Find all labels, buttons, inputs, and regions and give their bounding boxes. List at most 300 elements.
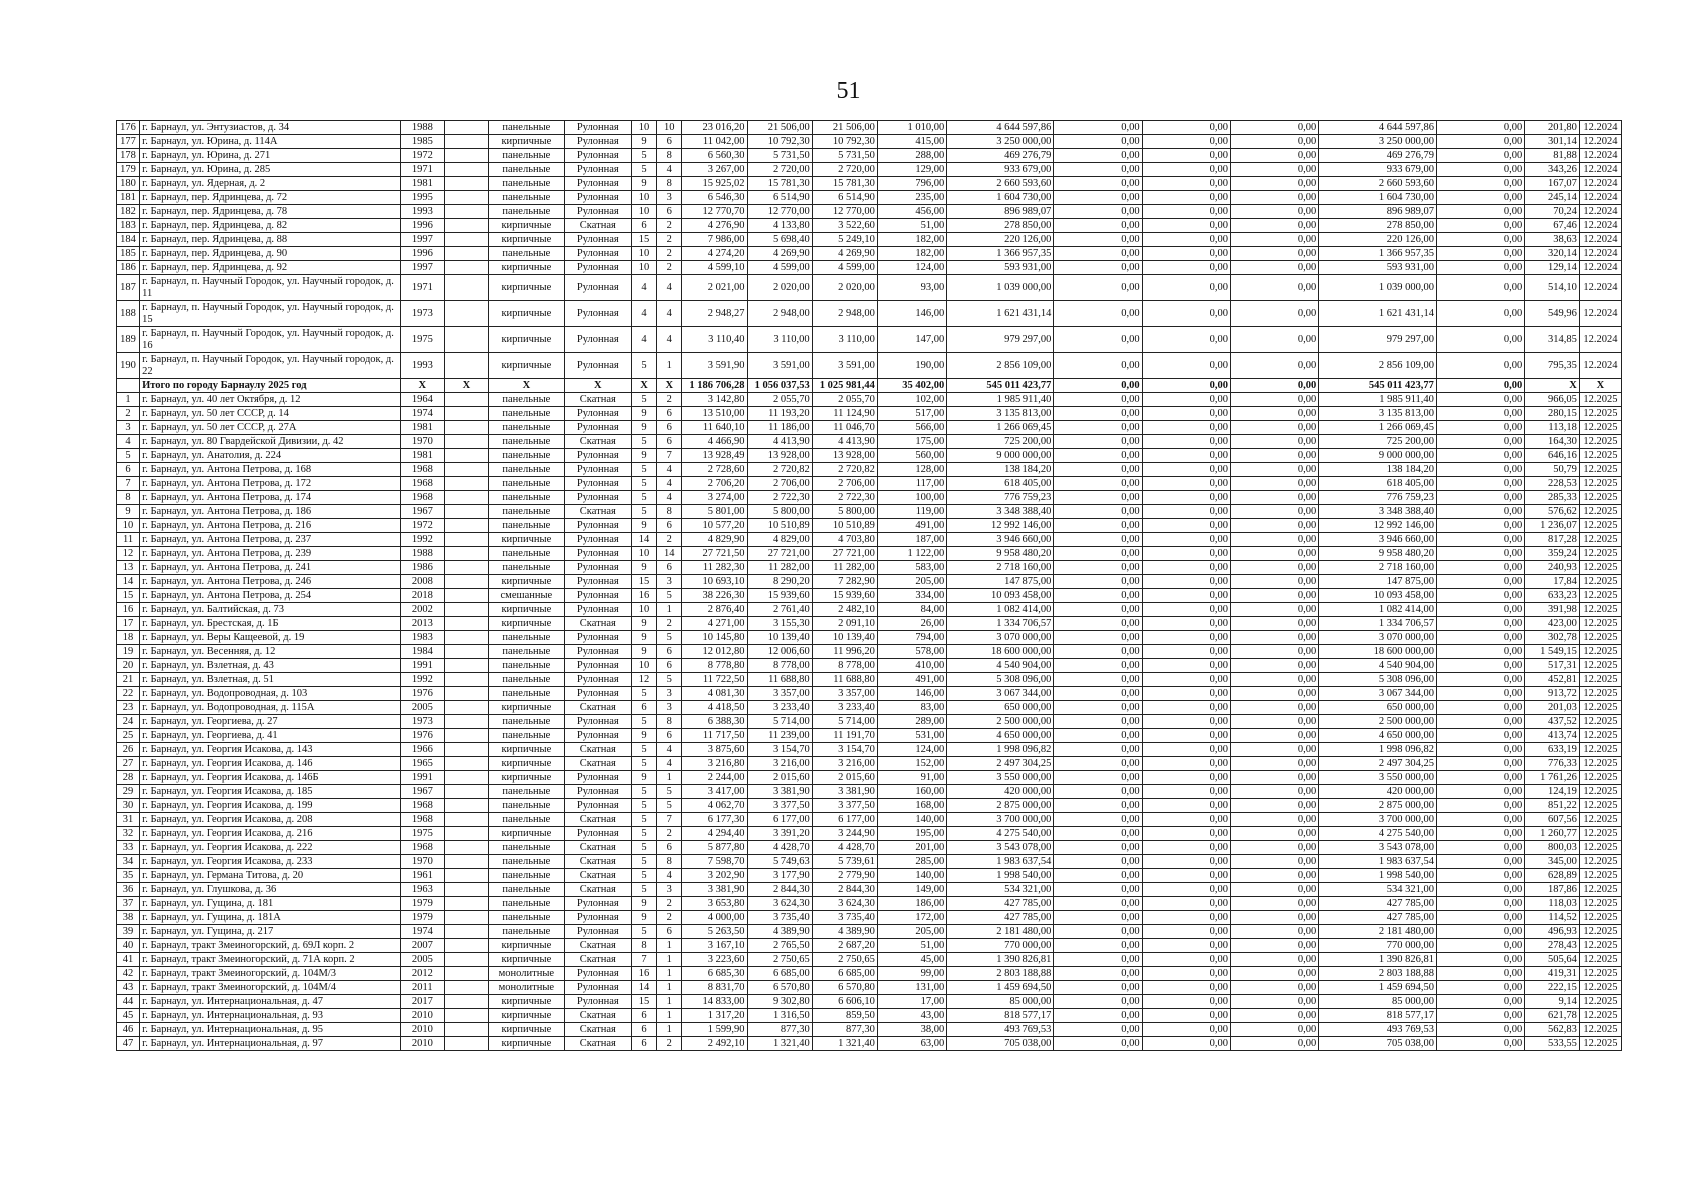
table-cell: 1 260,77 <box>1525 827 1580 841</box>
table-row <box>117 219 1622 233</box>
table-cell: 2 660 593,60 <box>947 177 1054 191</box>
table-cell: 2 <box>657 1037 682 1051</box>
table-cell: 21 506,00 <box>812 121 877 135</box>
table-cell: 12.2025 <box>1579 771 1621 785</box>
table-row <box>117 477 1622 491</box>
table-cell: 12.2025 <box>1579 967 1621 981</box>
table-cell: 633,19 <box>1525 743 1580 757</box>
table-cell: 12.2025 <box>1579 603 1621 617</box>
table-cell: 1981 <box>400 449 444 463</box>
table-cell: 190,00 <box>877 353 946 379</box>
table-cell: 2 <box>657 897 682 911</box>
table-cell: 6 685,00 <box>747 967 812 981</box>
table-cell: 1993 <box>400 205 444 219</box>
table-cell: 0,00 <box>1230 219 1318 233</box>
table-cell: 0,00 <box>1054 261 1142 275</box>
table-cell: 979 297,00 <box>1319 327 1437 353</box>
table-cell: 113,18 <box>1525 421 1580 435</box>
table-cell: 190 <box>117 353 140 379</box>
table-cell <box>444 673 488 687</box>
table-cell: 5 <box>631 869 656 883</box>
table-cell: 205,00 <box>877 925 946 939</box>
table-cell: г. Барнаул, ул. Антона Петрова, д. 216 <box>140 519 401 533</box>
table-cell: 0,00 <box>1142 233 1230 247</box>
table-cell: 140,00 <box>877 813 946 827</box>
table-row <box>117 275 1622 301</box>
table-cell: 12.2024 <box>1579 261 1621 275</box>
table-cell: 12.2025 <box>1579 757 1621 771</box>
table-cell: кирпичные <box>489 701 565 715</box>
table-cell <box>444 547 488 561</box>
table-cell: 12.2025 <box>1579 981 1621 995</box>
table-cell: X <box>400 379 444 393</box>
table-cell: 0,00 <box>1054 163 1142 177</box>
table-cell: Рулонная <box>564 785 631 799</box>
table-cell: кирпичные <box>489 135 565 149</box>
table-cell: 4 081,30 <box>682 687 747 701</box>
table-cell: 4 418,50 <box>682 701 747 715</box>
table-cell <box>444 575 488 589</box>
table-cell: X <box>657 379 682 393</box>
table-cell: 314,85 <box>1525 327 1580 353</box>
table-cell: г. Барнаул, тракт Змеиногорский, д. 71А корп. 2 <box>140 953 401 967</box>
table-cell: 3 167,10 <box>682 939 747 953</box>
table-cell: 0,00 <box>1054 353 1142 379</box>
table-cell: Рулонная <box>564 275 631 301</box>
table-row <box>117 981 1622 995</box>
table-cell: 13 928,00 <box>747 449 812 463</box>
table-cell: 91,00 <box>877 771 946 785</box>
table-cell: 0,00 <box>1436 353 1524 379</box>
table-cell: кирпичные <box>489 743 565 757</box>
table-cell: 1 998 096,82 <box>1319 743 1437 757</box>
table-cell: 1991 <box>400 659 444 673</box>
table-cell: 0,00 <box>1054 841 1142 855</box>
table-cell: Скатная <box>564 1023 631 1037</box>
table-cell: 1973 <box>400 301 444 327</box>
table-cell: 12.2025 <box>1579 1023 1621 1037</box>
table-cell: 0,00 <box>1142 1037 1230 1051</box>
table-cell: Рулонная <box>564 729 631 743</box>
table-cell: Рулонная <box>564 995 631 1009</box>
table-cell: панельные <box>489 729 565 743</box>
table-cell: 0,00 <box>1436 757 1524 771</box>
table-cell: 11 722,50 <box>682 673 747 687</box>
table-cell <box>444 1009 488 1023</box>
table-cell: 0,00 <box>1230 327 1318 353</box>
table-cell: 9 302,80 <box>747 995 812 1009</box>
table-cell: 2 718 160,00 <box>1319 561 1437 575</box>
table-cell: 0,00 <box>1230 463 1318 477</box>
table-cell: 0,00 <box>1054 477 1142 491</box>
table-cell: 0,00 <box>1054 379 1142 393</box>
table-cell: 2 779,90 <box>812 869 877 883</box>
table-cell: 3 <box>657 191 682 205</box>
table-cell: 517,00 <box>877 407 946 421</box>
table-cell: 10 693,10 <box>682 575 747 589</box>
table-cell: кирпичные <box>489 1009 565 1023</box>
table-cell: 6 <box>657 135 682 149</box>
table-cell: г. Барнаул, ул. Гущина, д. 217 <box>140 925 401 939</box>
table-cell: 10 <box>657 121 682 135</box>
table-cell: 1 039 000,00 <box>947 275 1054 301</box>
table-cell: Рулонная <box>564 575 631 589</box>
table-cell: Скатная <box>564 869 631 883</box>
table-cell: 0,00 <box>1054 327 1142 353</box>
table-cell: 5 <box>657 673 682 687</box>
table-cell: 4 413,90 <box>812 435 877 449</box>
table-cell: 0,00 <box>1142 869 1230 883</box>
table-cell: панельные <box>489 561 565 575</box>
table-row <box>117 379 1622 393</box>
table-cell: 4 133,80 <box>747 219 812 233</box>
table-cell: 420 000,00 <box>947 785 1054 799</box>
table-cell: 1 604 730,00 <box>947 191 1054 205</box>
table-cell: 2 722,30 <box>747 491 812 505</box>
table-row <box>117 813 1622 827</box>
table-cell: 10 <box>631 603 656 617</box>
table-cell: 2 875 000,00 <box>1319 799 1437 813</box>
table-cell: 5 <box>657 799 682 813</box>
table-cell: 2 844,30 <box>747 883 812 897</box>
table-cell: панельные <box>489 813 565 827</box>
table-cell: Рулонная <box>564 589 631 603</box>
table-cell <box>444 855 488 869</box>
table-cell: 0,00 <box>1230 135 1318 149</box>
table-cell: 160,00 <box>877 785 946 799</box>
table-cell: 222,15 <box>1525 981 1580 995</box>
table-cell: 187,86 <box>1525 883 1580 897</box>
table-cell: 1976 <box>400 729 444 743</box>
table-cell: 3 244,90 <box>812 827 877 841</box>
table-cell: 607,56 <box>1525 813 1580 827</box>
table-cell: 3 <box>657 575 682 589</box>
table-cell: 15 <box>117 589 140 603</box>
table-cell: кирпичные <box>489 603 565 617</box>
table-cell: 12.2025 <box>1579 729 1621 743</box>
table-cell: 979 297,00 <box>947 327 1054 353</box>
table-cell: 47 <box>117 1037 140 1051</box>
table-cell: 5 739,61 <box>812 855 877 869</box>
table-cell: 15 781,30 <box>812 177 877 191</box>
table-cell: 1 983 637,54 <box>1319 855 1437 869</box>
table-cell: 0,00 <box>1436 813 1524 827</box>
table-cell: г. Барнаул, ул. Водопроводная, д. 115А <box>140 701 401 715</box>
table-cell: 4 650 000,00 <box>1319 729 1437 743</box>
table-cell: 188 <box>117 301 140 327</box>
table-cell: 12.2025 <box>1579 841 1621 855</box>
table-cell: 0,00 <box>1142 491 1230 505</box>
table-cell: панельные <box>489 407 565 421</box>
table-cell: 0,00 <box>1436 799 1524 813</box>
table-cell <box>444 301 488 327</box>
table-cell: 493 769,53 <box>947 1023 1054 1037</box>
table-cell: 35 <box>117 869 140 883</box>
table-cell: 39 <box>117 925 140 939</box>
table-cell: 12.2025 <box>1579 407 1621 421</box>
table-cell: 0,00 <box>1230 659 1318 673</box>
table-cell: 168,00 <box>877 799 946 813</box>
table-cell: 0,00 <box>1054 393 1142 407</box>
table-cell: г. Барнаул, ул. Юрина, д. 271 <box>140 149 401 163</box>
table-cell: 12.2025 <box>1579 897 1621 911</box>
table-cell: 138 184,20 <box>1319 463 1437 477</box>
table-cell: 0,00 <box>1054 135 1142 149</box>
table-cell: г. Барнаул, ул. Гущина, д. 181 <box>140 897 401 911</box>
table-cell: 81,88 <box>1525 149 1580 163</box>
table-cell: 0,00 <box>1230 729 1318 743</box>
table-cell: 2 <box>657 233 682 247</box>
table-cell: 1985 <box>400 135 444 149</box>
table-row <box>117 261 1622 275</box>
table-cell: 17,84 <box>1525 575 1580 589</box>
table-cell: 12.2025 <box>1579 1037 1621 1051</box>
table-cell: 3 550 000,00 <box>1319 771 1437 785</box>
table-cell: 1992 <box>400 533 444 547</box>
table-cell: 220 126,00 <box>1319 233 1437 247</box>
table-cell: г. Барнаул, п. Научный Городок, ул. Научный городок, д. 16 <box>140 327 401 353</box>
page-number: 51 <box>836 78 861 104</box>
table-cell: кирпичные <box>489 219 565 233</box>
table-cell: 4 <box>657 477 682 491</box>
table-cell: 4 599,00 <box>812 261 877 275</box>
table-cell: 9 <box>631 911 656 925</box>
table-cell: 0,00 <box>1230 407 1318 421</box>
table-cell: кирпичные <box>489 771 565 785</box>
table-cell: 8 <box>657 855 682 869</box>
table-cell: 9 <box>631 177 656 191</box>
table-cell: 13 928,00 <box>812 449 877 463</box>
table-cell: 770 000,00 <box>947 939 1054 953</box>
table-cell: г. Барнаул, ул. Георгиева, д. 41 <box>140 729 401 743</box>
table-cell: 1970 <box>400 855 444 869</box>
table-cell: 1964 <box>400 393 444 407</box>
table-cell <box>444 177 488 191</box>
table-cell: 16 <box>631 967 656 981</box>
table-cell <box>444 953 488 967</box>
table-cell: 10 <box>631 205 656 219</box>
table-cell: 12 770,70 <box>682 205 747 219</box>
table-cell: 4 <box>657 743 682 757</box>
table-cell: 0,00 <box>1054 561 1142 575</box>
table-cell: 24 <box>117 715 140 729</box>
table-cell: кирпичные <box>489 233 565 247</box>
table-cell: 3 067 344,00 <box>1319 687 1437 701</box>
table-cell: 0,00 <box>1142 897 1230 911</box>
table-cell: 2017 <box>400 995 444 1009</box>
table-cell: 10 093 458,00 <box>947 589 1054 603</box>
table-cell: 0,00 <box>1142 715 1230 729</box>
table-cell: 0,00 <box>1054 491 1142 505</box>
table-cell: 11 717,50 <box>682 729 747 743</box>
table-cell <box>444 617 488 631</box>
table-cell: 0,00 <box>1230 785 1318 799</box>
table-cell: 2 948,00 <box>747 301 812 327</box>
table-cell: Рулонная <box>564 301 631 327</box>
table-cell: 2 761,40 <box>747 603 812 617</box>
table-cell: 3 067 344,00 <box>947 687 1054 701</box>
table-cell: 12.2025 <box>1579 743 1621 757</box>
table-cell: 12 992 146,00 <box>1319 519 1437 533</box>
table-cell: г. Барнаул, ул. Георгия Исакова, д. 199 <box>140 799 401 813</box>
table-cell: 0,00 <box>1230 561 1318 575</box>
table-cell: 0,00 <box>1436 869 1524 883</box>
table-cell: 5 749,63 <box>747 855 812 869</box>
table-row <box>117 177 1622 191</box>
table-cell: 12.2024 <box>1579 353 1621 379</box>
table-cell: 5 <box>631 477 656 491</box>
table-cell: кирпичные <box>489 1037 565 1051</box>
table-cell: 0,00 <box>1142 673 1230 687</box>
table-cell: 0,00 <box>1436 883 1524 897</box>
table-cell <box>444 967 488 981</box>
table-row <box>117 547 1622 561</box>
table-row <box>117 603 1622 617</box>
table-cell: 2 856 109,00 <box>947 353 1054 379</box>
table-cell: 4 062,70 <box>682 799 747 813</box>
table-cell: 12.2025 <box>1579 715 1621 729</box>
table-cell: 2 728,60 <box>682 463 747 477</box>
table-cell: 1 549,15 <box>1525 645 1580 659</box>
table-cell: 1 <box>657 1023 682 1037</box>
table-cell: 12.2025 <box>1579 589 1621 603</box>
table-cell: 1 <box>117 393 140 407</box>
table-cell: 6 388,30 <box>682 715 747 729</box>
table-cell: 0,00 <box>1436 177 1524 191</box>
table-row <box>117 855 1622 869</box>
table-cell: г. Барнаул, ул. Георгия Исакова, д. 146Б <box>140 771 401 785</box>
table-cell: 628,89 <box>1525 869 1580 883</box>
table-cell: панельные <box>489 421 565 435</box>
table-cell: г. Барнаул, ул. Водопроводная, д. 103 <box>140 687 401 701</box>
table-cell: 6 177,30 <box>682 813 747 827</box>
table-cell: 0,00 <box>1142 121 1230 135</box>
table-cell: 12.2025 <box>1579 813 1621 827</box>
table-cell: 0,00 <box>1230 121 1318 135</box>
table-cell: 0,00 <box>1142 645 1230 659</box>
table-cell: 187 <box>117 275 140 301</box>
table-cell: 18 <box>117 631 140 645</box>
table-cell: 817,28 <box>1525 533 1580 547</box>
table-cell: 12.2025 <box>1579 701 1621 715</box>
table-cell: 10 139,40 <box>747 631 812 645</box>
table-cell: 0,00 <box>1142 659 1230 673</box>
table-cell: 4 <box>657 491 682 505</box>
table-cell: 5 714,00 <box>812 715 877 729</box>
table-cell: 3 946 660,00 <box>947 533 1054 547</box>
table-cell: 0,00 <box>1054 1023 1142 1037</box>
table-cell: 2018 <box>400 589 444 603</box>
table-cell: Скатная <box>564 883 631 897</box>
table-cell: Рулонная <box>564 247 631 261</box>
table-cell: 650 000,00 <box>947 701 1054 715</box>
table-cell: 2 948,27 <box>682 301 747 327</box>
table-cell: г. Барнаул, ул. Интернациональная, д. 47 <box>140 995 401 1009</box>
table-cell: 1 082 414,00 <box>947 603 1054 617</box>
table-cell: 800,03 <box>1525 841 1580 855</box>
table-cell: 15 <box>631 995 656 1009</box>
table-cell: 1973 <box>400 715 444 729</box>
table-cell: 0,00 <box>1436 205 1524 219</box>
table-row <box>117 785 1622 799</box>
table-cell: 0,00 <box>1436 939 1524 953</box>
table-cell: г. Барнаул, ул. Интернациональная, д. 97 <box>140 1037 401 1051</box>
table-cell <box>444 149 488 163</box>
table-cell: 12.2025 <box>1579 505 1621 519</box>
table-cell: 3 233,40 <box>747 701 812 715</box>
table-row <box>117 247 1622 261</box>
table-cell: 0,00 <box>1054 463 1142 477</box>
table-cell: 12.2025 <box>1579 631 1621 645</box>
table-cell: 0,00 <box>1436 729 1524 743</box>
table-cell: 1 122,00 <box>877 547 946 561</box>
table-cell: 6 <box>657 925 682 939</box>
table-cell: панельные <box>489 911 565 925</box>
table-cell: 0,00 <box>1230 505 1318 519</box>
table-cell: 1 998 540,00 <box>947 869 1054 883</box>
table-cell: 10 577,20 <box>682 519 747 533</box>
table-cell <box>444 589 488 603</box>
table-cell: 10 <box>631 659 656 673</box>
table-cell: 3 550 000,00 <box>947 771 1054 785</box>
table-cell: 0,00 <box>1142 743 1230 757</box>
table-cell: г. Барнаул, ул. Антона Петрова, д. 168 <box>140 463 401 477</box>
table-cell: 1 321,40 <box>747 1037 812 1051</box>
table-cell: 1 <box>657 603 682 617</box>
table-cell: г. Барнаул, ул. Юрина, д. 114А <box>140 135 401 149</box>
table-cell: 4 540 904,00 <box>1319 659 1437 673</box>
table-cell: 10 <box>631 191 656 205</box>
table-cell: г. Барнаул, пер. Ядринцева, д. 72 <box>140 191 401 205</box>
table-cell: 9 <box>117 505 140 519</box>
table-cell: 1972 <box>400 519 444 533</box>
table-row <box>117 121 1622 135</box>
table-cell: 2 497 304,25 <box>947 757 1054 771</box>
table-cell: 0,00 <box>1436 687 1524 701</box>
table-cell: Рулонная <box>564 233 631 247</box>
table-cell: 0,00 <box>1054 505 1142 519</box>
table-cell: 240,93 <box>1525 561 1580 575</box>
table-cell: 2 948,00 <box>812 301 877 327</box>
table-cell: Скатная <box>564 757 631 771</box>
table-cell: 8 <box>657 715 682 729</box>
table-cell <box>444 701 488 715</box>
table-cell: 3 591,90 <box>682 353 747 379</box>
table-cell: 0,00 <box>1436 261 1524 275</box>
table-cell: 9 000 000,00 <box>1319 449 1437 463</box>
table-cell: 6 606,10 <box>812 995 877 1009</box>
table-cell: 10 792,30 <box>747 135 812 149</box>
table-cell: 12.2025 <box>1579 547 1621 561</box>
table-cell: 172,00 <box>877 911 946 925</box>
table-cell: Рулонная <box>564 353 631 379</box>
table-cell: 5 <box>631 855 656 869</box>
table-cell: 7 986,00 <box>682 233 747 247</box>
table-row <box>117 533 1622 547</box>
table-cell: 1968 <box>400 841 444 855</box>
table-cell: 21 <box>117 673 140 687</box>
table-cell: 4 <box>631 275 656 301</box>
table-cell <box>444 687 488 701</box>
table-cell: 0,00 <box>1142 953 1230 967</box>
table-cell: 12.2025 <box>1579 659 1621 673</box>
table-cell: 818 577,17 <box>947 1009 1054 1023</box>
table-cell: 1 082 414,00 <box>1319 603 1437 617</box>
table-cell: 0,00 <box>1230 533 1318 547</box>
table-cell: 10 <box>631 121 656 135</box>
table-cell: г. Барнаул, пер. Ядринцева, д. 90 <box>140 247 401 261</box>
table-cell: 0,00 <box>1054 771 1142 785</box>
